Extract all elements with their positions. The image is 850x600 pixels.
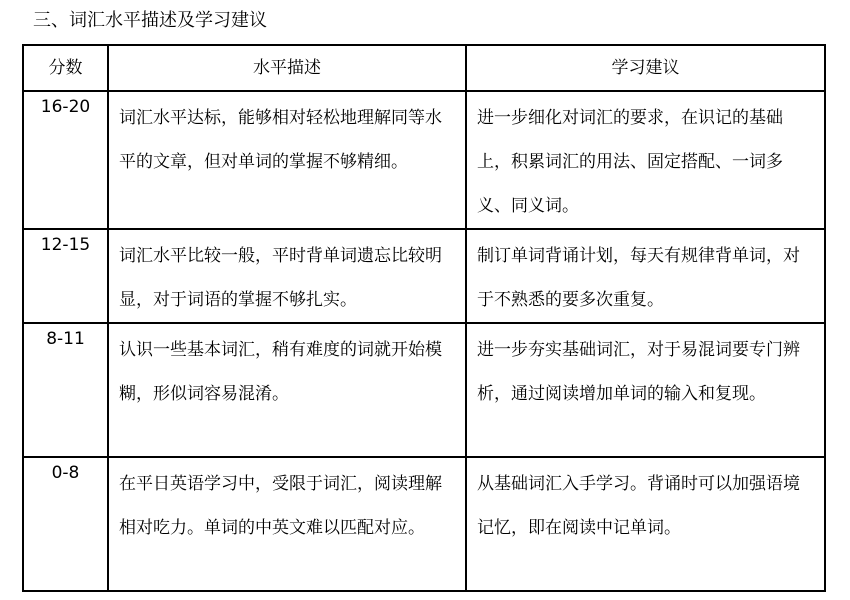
table-row	[23, 323, 825, 457]
table-row	[23, 457, 825, 591]
score-cell: 0-8	[23, 457, 108, 591]
advice-cell: 制订单词背诵计划，每天有规律背单词，对于不熟悉的要多次重复。	[466, 229, 825, 323]
table-row	[23, 91, 825, 229]
description-cell: 词汇水平比较一般，平时背单词遗忘比较明显，对于词语的掌握不够扎实。	[108, 229, 466, 323]
header-description: 水平描述	[108, 45, 466, 91]
description-cell: 在平日英语学习中，受限于词汇，阅读理解相对吃力。单词的中英文难以匹配对应。	[108, 457, 466, 591]
advice-cell: 进一步细化对词汇的要求，在识记的基础上，积累词汇的用法、固定搭配、一词多义、同义词。	[466, 91, 825, 229]
advice-cell: 进一步夯实基础词汇，对于易混词要专门辨析，通过阅读增加单词的输入和复现。	[466, 323, 825, 457]
description-cell: 认识一些基本词汇，稍有难度的词就开始模糊，形似词容易混淆。	[108, 323, 466, 457]
score-cell: 12-15	[23, 229, 108, 323]
score-cell: 16-20	[23, 91, 108, 229]
advice-cell: 从基础词汇入手学习。背诵时可以加强语境记忆，即在阅读中记单词。	[466, 457, 825, 591]
description-cell: 词汇水平达标，能够相对轻松地理解同等水平的文章，但对单词的掌握不够精细。	[108, 91, 466, 229]
header-advice: 学习建议	[466, 45, 825, 91]
section-heading: 三、词汇水平描述及学习建议	[33, 10, 267, 31]
vocabulary-level-table	[22, 44, 826, 592]
table-header-row	[23, 45, 825, 91]
score-cell: 8-11	[23, 323, 108, 457]
table-row	[23, 229, 825, 323]
header-score: 分数	[23, 45, 108, 91]
